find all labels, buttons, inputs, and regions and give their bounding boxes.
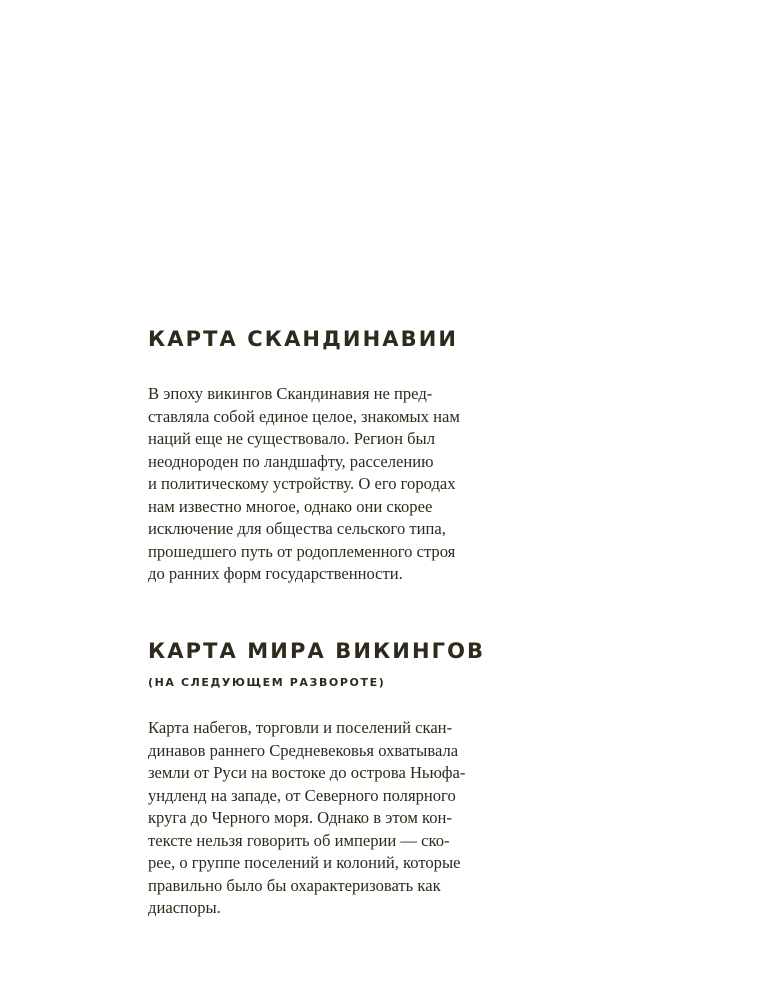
text-line: Карта набегов, торговли и поселений скан- bbox=[148, 718, 453, 737]
section-scandinavia-text bbox=[148, 383, 460, 586]
section-viking-world-title: КАРТА МИРА ВИКИНГОВ bbox=[148, 639, 486, 663]
text-line: рее, о группе поселений и колоний, которые bbox=[148, 853, 461, 872]
section-viking-world-text bbox=[148, 717, 465, 920]
text-line: В эпоху викингов Скандинавия не пред- bbox=[148, 384, 433, 403]
text-line: исключение для общества сельского типа, bbox=[148, 519, 446, 538]
text-line: неоднороден по ландшафту, расселению bbox=[148, 451, 434, 471]
section-viking-world-subtitle: (НА СЛЕДУЮЩЕМ РАЗВОРОТЕ) bbox=[148, 676, 386, 689]
text-line: до ранних форм государственности. bbox=[148, 564, 403, 583]
text-line: динавов раннего Средневековья охватывала bbox=[148, 740, 459, 760]
text-line: ставляла собой единое целое, знакомых нам bbox=[148, 406, 460, 426]
text-line: земли от Руси на востоке до острова Ньюфа- bbox=[148, 763, 466, 782]
text-line: диаспоры. bbox=[148, 898, 221, 917]
text-line: и политическому устройству. О его городах bbox=[148, 474, 456, 493]
section-scandinavia-title: КАРТА СКАНДИНАВИИ bbox=[148, 327, 459, 351]
text-line: наций еще не существовало. Регион был bbox=[148, 429, 435, 448]
text-line: тексте нельзя говорить об империи — ско- bbox=[148, 830, 450, 850]
text-line: нам известно многое, однако они скорее bbox=[148, 496, 433, 516]
text-line: правильно было бы охарактеризовать как bbox=[148, 875, 441, 895]
text-line: ундленд на западе, от Северного полярного bbox=[148, 785, 456, 805]
text-line: круга до Черного моря. Однако в этом кон- bbox=[148, 808, 452, 827]
text-line: прошедшего путь от родоплеменного строя bbox=[148, 541, 456, 561]
